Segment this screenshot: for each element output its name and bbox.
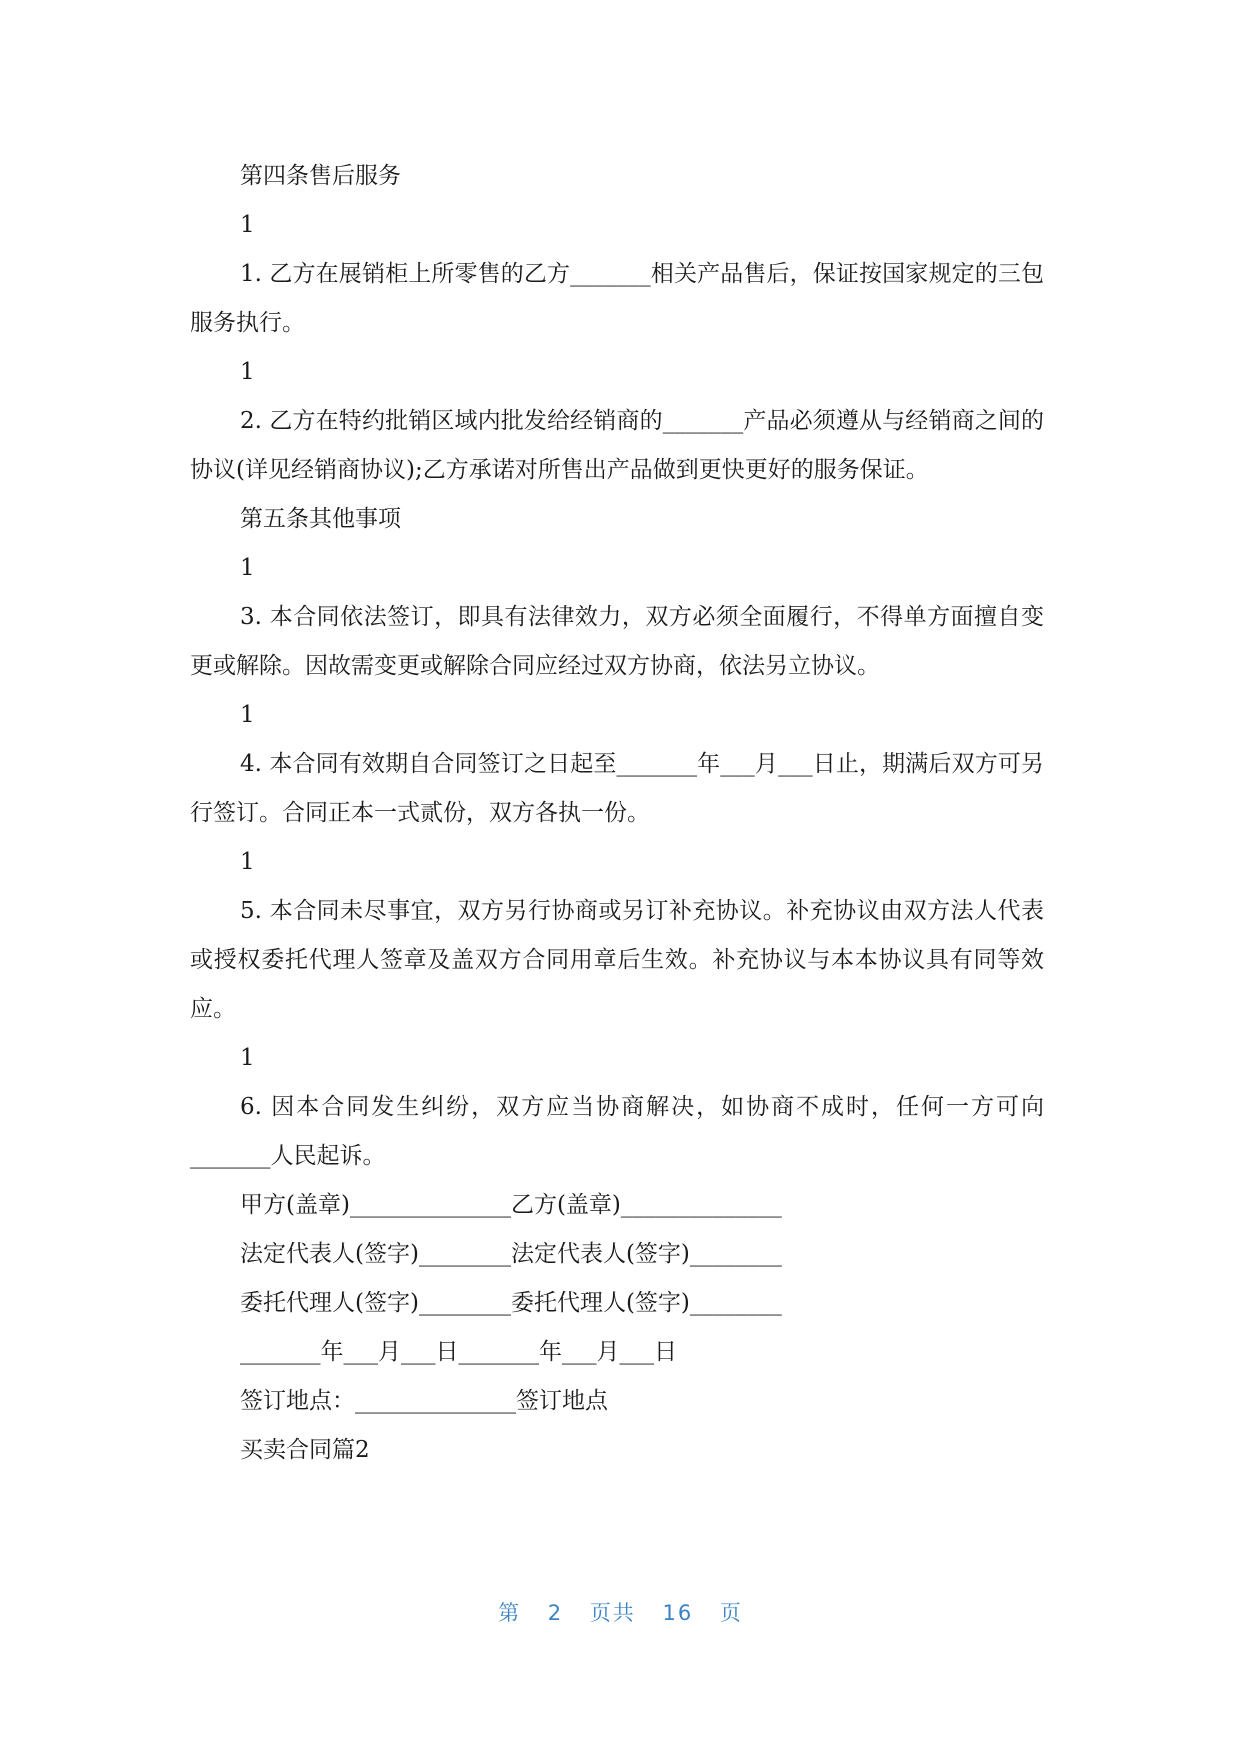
signature-date-line: _______年___月___日_______年___月___日 bbox=[240, 1339, 677, 1365]
section-heading: 买卖合同篇2 bbox=[240, 1437, 370, 1463]
paragraph: 1 bbox=[240, 212, 255, 238]
signing-location-line: 签订地点：______________签订地点 bbox=[240, 1388, 608, 1414]
paragraph: 2. 乙方在特约批销区域内批发给经销商的_______产品必须遵从与经销商之间的协议(详见经销商协议);乙方承诺对所售出产品做到更快更好的服务保证。 bbox=[190, 408, 1044, 483]
paragraph: 1 bbox=[240, 1045, 255, 1071]
paragraph: 1 bbox=[240, 359, 255, 385]
footer-middle: 页共 bbox=[589, 1601, 636, 1625]
document-body bbox=[190, 152, 1044, 1475]
paragraph: 1. 乙方在展销柜上所零售的乙方_______相关产品售后，保证按国家规定的三包服务执行。 bbox=[190, 261, 1044, 336]
paragraph: 4. 本合同有效期自合同签订之日起至_______年___月___日止，期满后双方可另行签订。合同正本一式贰份，双方各执一份。 bbox=[190, 751, 1044, 826]
paragraph: 第四条售后服务 bbox=[240, 163, 401, 189]
paragraph: 1 bbox=[240, 555, 255, 581]
signature-line-seal: 甲方(盖章)______________乙方(盖章)______________ bbox=[240, 1192, 782, 1218]
page-footer bbox=[0, 1597, 1241, 1627]
paragraph: 1 bbox=[240, 849, 255, 875]
total-pages-number: 16 bbox=[662, 1601, 694, 1625]
current-page-number: 2 bbox=[547, 1601, 564, 1625]
footer-suffix: 页 bbox=[719, 1601, 743, 1625]
signature-line-legal-rep: 法定代表人(签字)________法定代表人(签字)________ bbox=[240, 1241, 782, 1267]
footer-prefix: 第 bbox=[498, 1601, 522, 1625]
signature-line-agent: 委托代理人(签字)________委托代理人(签字)________ bbox=[240, 1290, 782, 1316]
paragraph: 5. 本合同未尽事宜，双方另行协商或另订补充协议。补充协议由双方法人代表或授权委托代理人签章及盖双方合同用章后生效。补充协议与本本协议具有同等效应。 bbox=[190, 898, 1044, 1022]
paragraph: 3. 本合同依法签订，即具有法律效力，双方必须全面履行，不得单方面擅自变更或解除。因故需变更或解除合同应经过双方协商，依法另立协议。 bbox=[190, 604, 1044, 679]
paragraph: 第五条其他事项 bbox=[240, 506, 401, 532]
paragraph: 6. 因本合同发生纠纷，双方应当协商解决，如协商不成时，任何一方可向_______人民起诉。 bbox=[190, 1094, 1044, 1169]
paragraph: 1 bbox=[240, 702, 255, 728]
